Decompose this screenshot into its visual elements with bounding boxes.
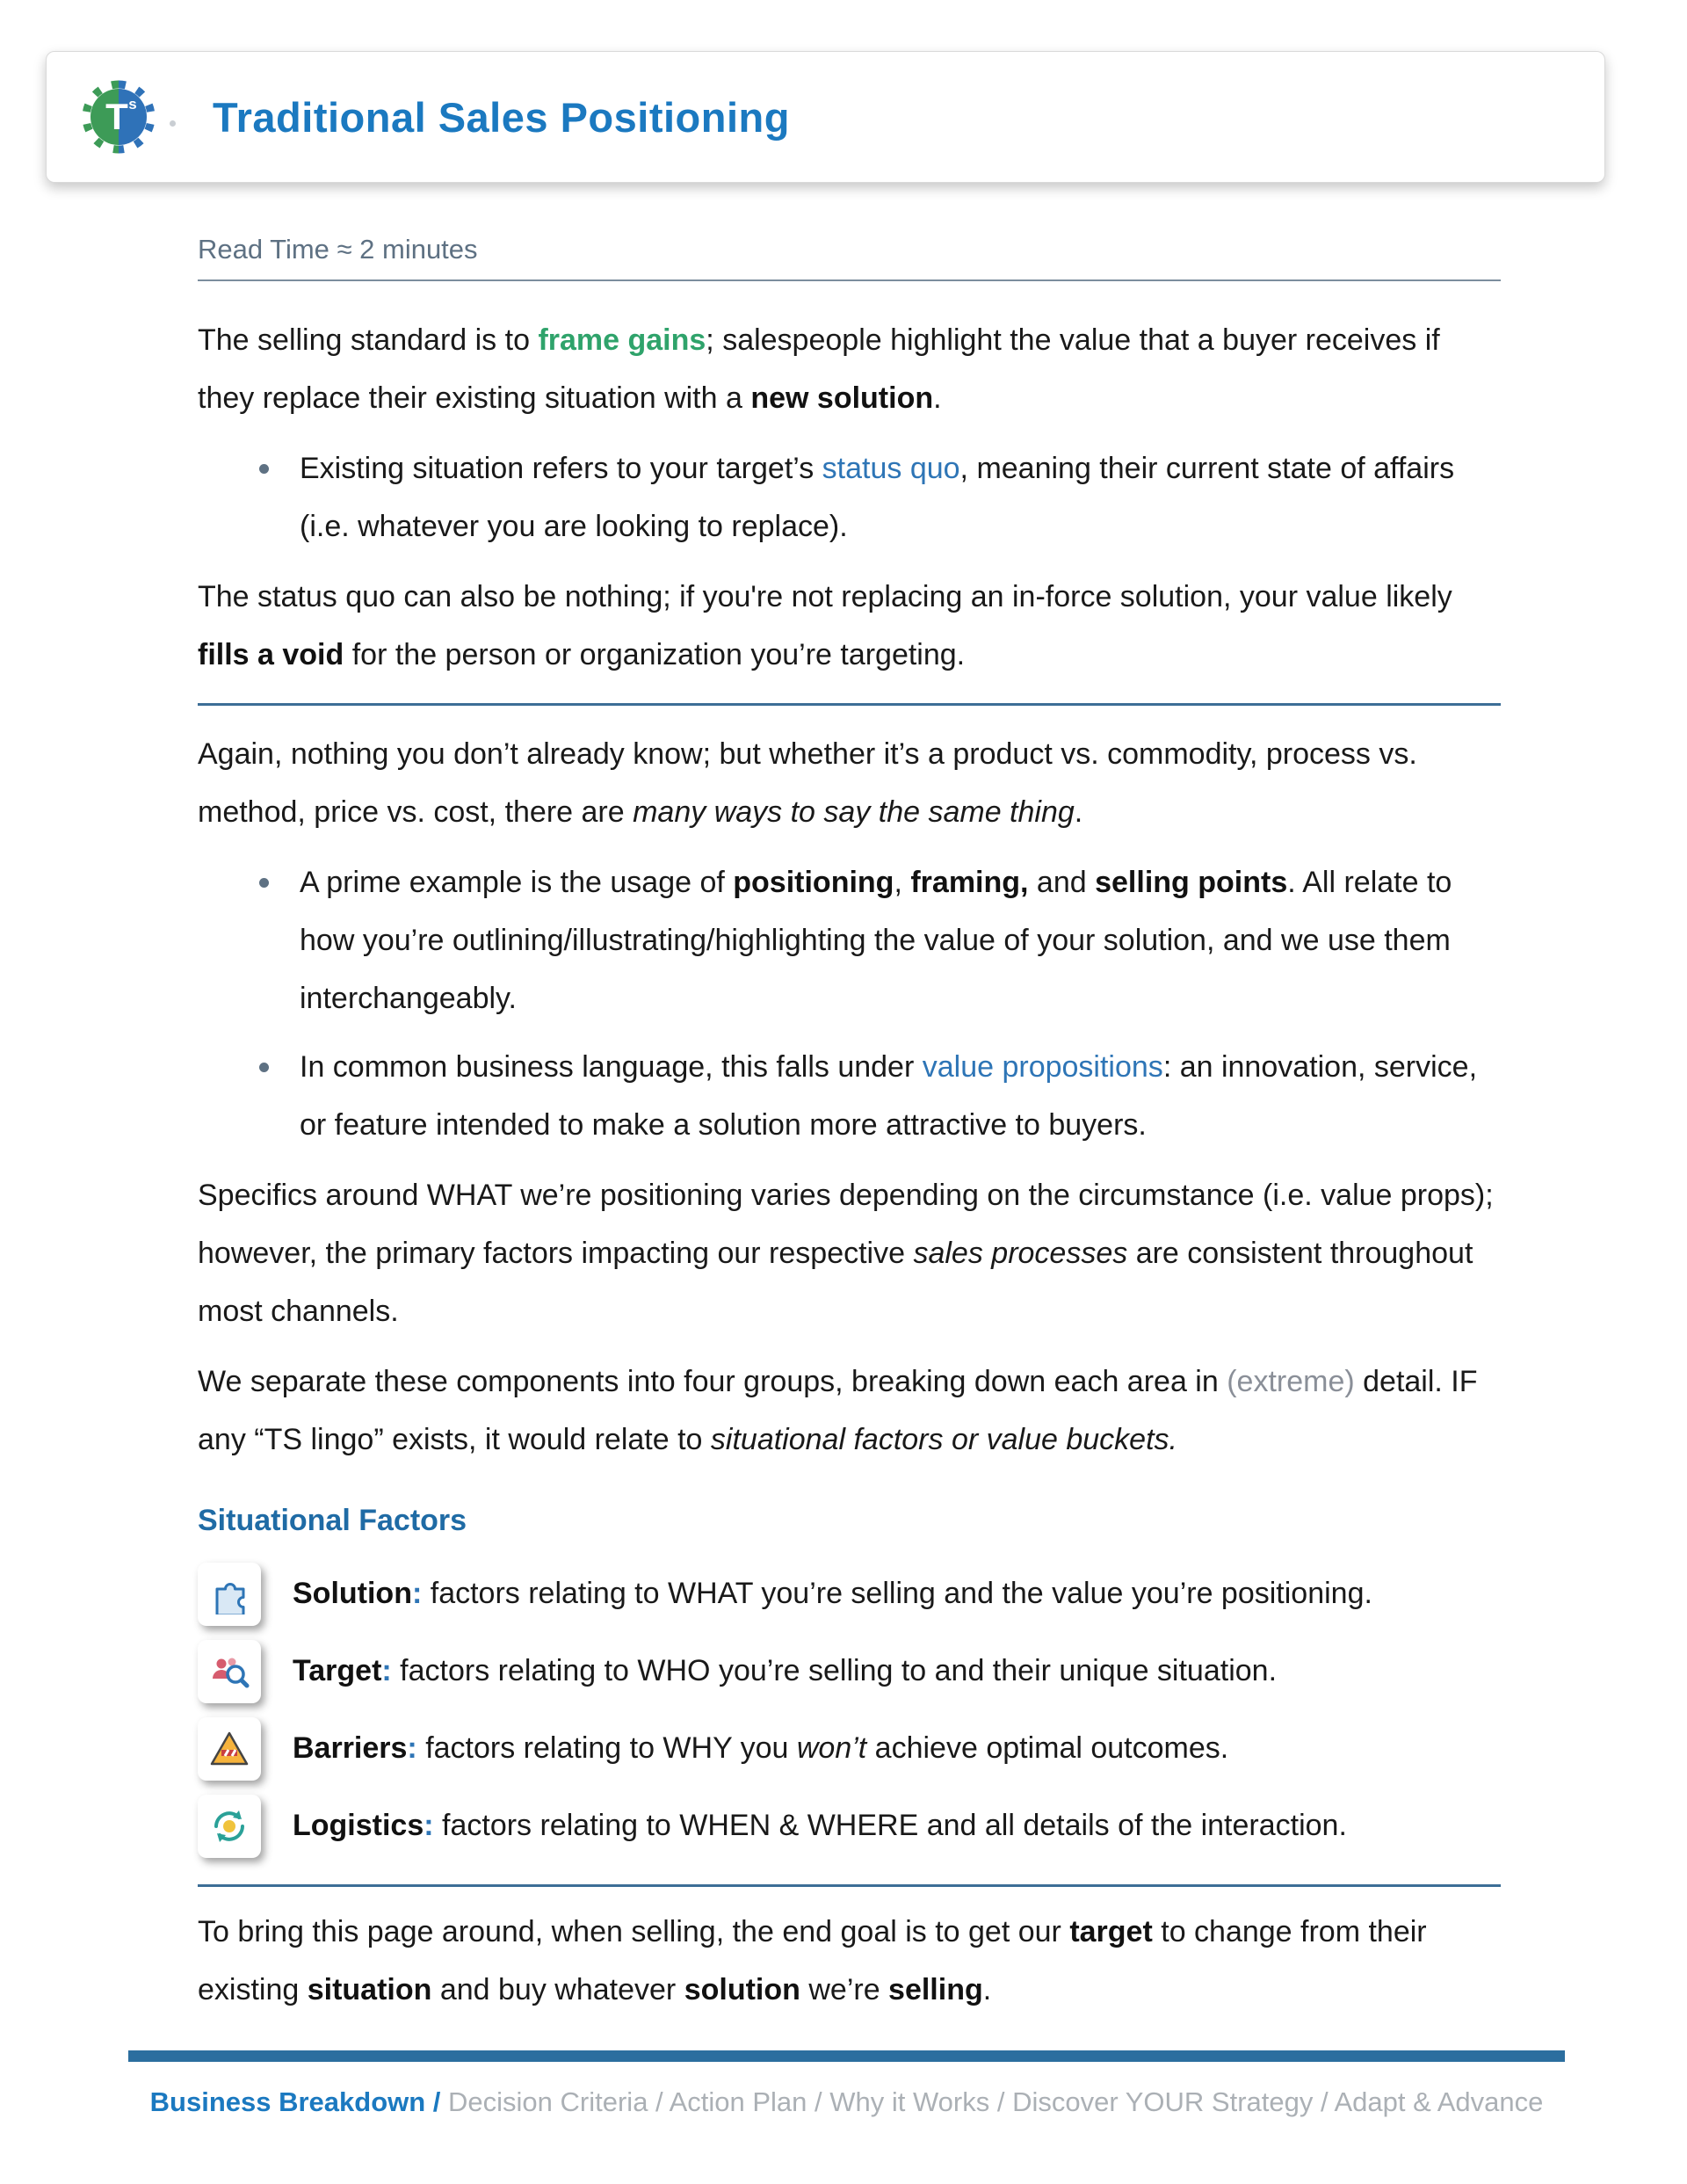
solution-icon xyxy=(198,1563,261,1626)
text-segment: . xyxy=(933,381,942,415)
paragraph xyxy=(198,1166,1501,1340)
text-segment: The selling standard is to xyxy=(198,323,539,357)
header-card xyxy=(46,51,1605,183)
text-segment: for the person or organization you’re targeting. xyxy=(344,638,966,671)
paragraph xyxy=(198,725,1501,841)
text-segment: factors relating to WHAT you’re selling and the value you’re positioning. xyxy=(422,1577,1372,1611)
inline-link[interactable]: value propositions xyxy=(922,1050,1163,1084)
text-segment: solution xyxy=(684,1973,800,2006)
factor-text xyxy=(293,1573,1372,1615)
gear-logo-icon xyxy=(82,80,156,154)
text-segment: A prime example is the usage of xyxy=(300,866,734,899)
text-segment: : an innovation, service, or feature intended to make a solution more attractive to buyers. xyxy=(300,1050,1478,1142)
text-segment: and xyxy=(1028,866,1096,899)
text-segment: : xyxy=(407,1731,417,1766)
factor-text xyxy=(293,1728,1228,1770)
section-divider xyxy=(198,1884,1501,1887)
factor-text xyxy=(293,1651,1277,1693)
text-segment: Again, nothing you don’t already know; but whether it’s a product vs. commodity, process vs. method, price vs. cost, there are xyxy=(198,737,1417,829)
text-segment: : xyxy=(411,1577,423,1611)
text-segment: Target xyxy=(293,1654,382,1688)
section-heading: Situational Factors xyxy=(198,1504,467,1537)
text-segment: . xyxy=(982,1973,992,2006)
text-segment: target xyxy=(1069,1915,1153,1948)
footer-nav-separator: / xyxy=(1313,2086,1335,2117)
bullet-list xyxy=(198,853,1501,1154)
footer-nav-item[interactable]: Action Plan xyxy=(669,2086,807,2117)
logo-separator-dot xyxy=(170,120,176,127)
text-segment: factors relating to WHY you xyxy=(416,1731,797,1766)
text-segment: Solution xyxy=(293,1577,412,1611)
logo-superscript: s xyxy=(128,96,137,112)
inline-link[interactable]: status quo xyxy=(822,452,960,485)
paragraph xyxy=(198,1353,1501,1469)
bullet-list xyxy=(198,439,1501,555)
logo-letter: T xyxy=(105,96,128,137)
text-segment: situation xyxy=(307,1973,432,2006)
text-segment: situational factors or value buckets. xyxy=(710,1423,1177,1456)
text-segment: We separate these components into four groups, breaking down each area in xyxy=(198,1365,1227,1398)
text-segment: Existing situation refers to your target’s xyxy=(300,452,822,485)
text-segment: positioning xyxy=(733,866,894,899)
page-title: Traditional Sales Positioning xyxy=(213,93,790,141)
footer-nav xyxy=(128,2086,1565,2118)
text-segment: , meaning their current state of affairs (i.e. whatever you are looking to replace). xyxy=(300,452,1455,543)
footer-nav-item[interactable]: Decision Criteria xyxy=(448,2086,648,2117)
footer-nav-separator: / xyxy=(989,2086,1013,2117)
footer-nav-item[interactable]: Discover YOUR Strategy xyxy=(1012,2086,1314,2117)
text-segment: factors relating to WHEN & WHERE and all details of the interaction. xyxy=(433,1809,1347,1843)
gear-logo-graphic xyxy=(82,80,156,154)
footer-nav-separator: / xyxy=(648,2086,670,2117)
text-segment: to change from their existing xyxy=(198,1915,1427,2006)
footer-nav-item[interactable]: Why it Works xyxy=(829,2086,990,2117)
text-segment: new solution xyxy=(750,381,934,415)
text-segment: many ways to say the same thing xyxy=(633,795,1075,829)
status-quo-paragraph xyxy=(198,568,1501,684)
text-segment: framing, xyxy=(910,866,1029,899)
footer-nav-separator: / xyxy=(807,2086,830,2117)
closing-paragraph xyxy=(198,1903,1501,2019)
text-segment: : xyxy=(424,1809,434,1843)
text-segment: . All relate to how you’re outlining/illustrating/highlighting the value of your solution, and we use them interchangeably. xyxy=(300,866,1452,1015)
text-segment: fills a void xyxy=(198,638,344,671)
text-segment: detail. IF any “TS lingo” exists, it would relate to xyxy=(198,1365,1478,1456)
text-segment: are consistent throughout most channels. xyxy=(198,1237,1473,1328)
bullet-item xyxy=(259,1038,1501,1154)
text-segment: , xyxy=(894,866,911,899)
factor-text xyxy=(293,1805,1347,1847)
factor-row-target xyxy=(198,1640,1501,1703)
bullet-item xyxy=(259,853,1501,1027)
text-segment: selling points xyxy=(1095,866,1288,899)
intro-paragraph xyxy=(198,311,1501,427)
read-time: Read Time ≈ 2 minutes xyxy=(198,234,1501,281)
footer-nav-item[interactable]: Adapt & Advance xyxy=(1334,2086,1544,2117)
text-segment: In common business language, this falls under xyxy=(300,1050,923,1084)
footer-nav-separator: / xyxy=(425,2086,449,2117)
barriers-icon xyxy=(198,1717,261,1781)
content xyxy=(198,234,1501,2031)
text-segment: To bring this page around, when selling, the end goal is to get our xyxy=(198,1915,1070,1948)
text-segment: and buy whatever xyxy=(431,1973,684,2006)
factor-row-logistics xyxy=(198,1795,1501,1858)
logistics-icon xyxy=(198,1795,261,1858)
text-segment: : xyxy=(381,1654,392,1688)
factor-row-barriers xyxy=(198,1717,1501,1781)
text-segment: ; salespeople highlight the value that a buyer receives if they replace their existing situation with a xyxy=(198,323,1440,415)
bullet-item xyxy=(259,439,1501,555)
text-segment: sales processes xyxy=(913,1237,1128,1270)
text-segment: Specifics around WHAT we’re positioning varies depending on the circumstance (i.e. value props); however, the primary factors impacting our respective xyxy=(198,1179,1494,1270)
text-segment: selling xyxy=(888,1973,983,2006)
text-segment: won’t xyxy=(796,1731,867,1766)
text-segment: frame gains xyxy=(538,323,706,357)
text-segment: . xyxy=(1074,795,1083,829)
text-segment: factors relating to WHO you’re selling to and their unique situation. xyxy=(391,1654,1278,1688)
text-segment: (extreme) xyxy=(1227,1365,1355,1398)
footer-nav-item[interactable]: Business Breakdown xyxy=(149,2086,426,2117)
text-segment: Logistics xyxy=(293,1809,424,1843)
text-segment: The status quo can also be nothing; if you're not replacing an in-force solution, your value likely xyxy=(198,580,1452,613)
footer-bar xyxy=(128,2050,1565,2062)
text-segment: Barriers xyxy=(293,1731,408,1766)
text-segment: we’re xyxy=(800,1973,889,2006)
target-icon xyxy=(198,1640,261,1703)
factor-row-solution xyxy=(198,1563,1501,1626)
text-segment: achieve optimal outcomes. xyxy=(866,1731,1229,1766)
footer xyxy=(128,2050,1565,2118)
section-divider xyxy=(198,703,1501,706)
